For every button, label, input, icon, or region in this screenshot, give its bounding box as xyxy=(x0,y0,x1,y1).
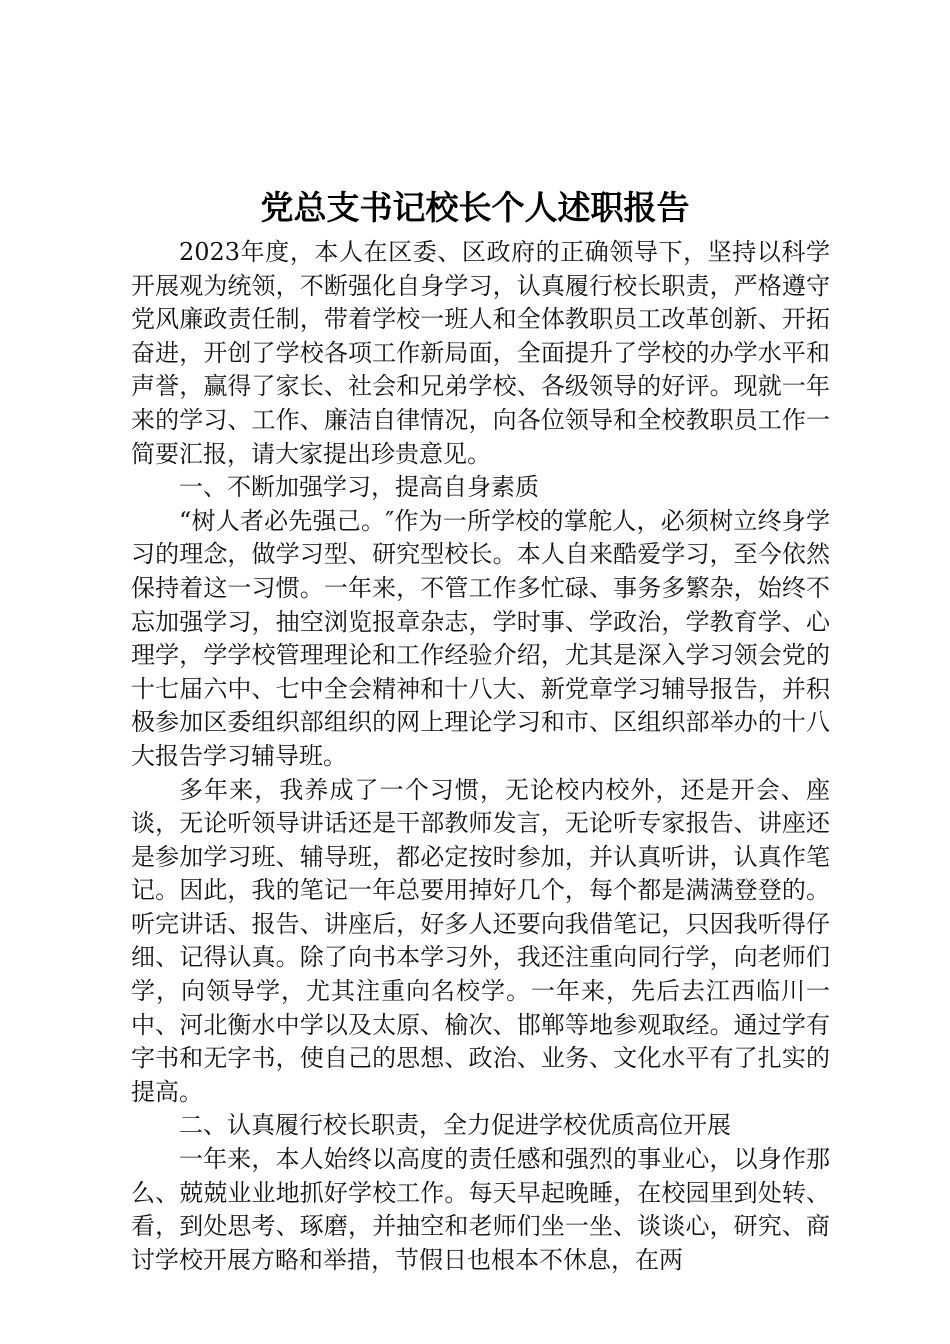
paragraph-study: “树人者必先强己。″作为一所学校的掌舵人，必须树立终身学习的理念，做学习型、研究型校长。本人自来酷爱学习，至今依然保持着这一习惯。一年来，不管工作多忙碌、事务多繁杂，始终不忘加强学习，抽空浏览报章杂志，学时事、学政治，学教育学、心理学，学学校管理理论和工作经验介绍，尤其是深入学习领会党的十七届六中、七中全会精神和十八大、新党章学习辅导报告，并积极参加区委组织部组织的网上理论学习和市、区组织部举办的十八大报告学习辅导班。 xyxy=(131,506,830,770)
section-heading-1: 一、不断加强学习，提高自身素质 xyxy=(179,473,539,502)
paragraph-habit: 多年来，我养成了一个习惯，无论校内校外，还是开会、座谈，无论听领导讲话还是干部教师发言，无论听专家报告、讲座还是参加学习班、辅导班，都必定按时参加，并认真听讲，认真作笔记。因此，我的笔记一年总要用掉好几个，每个都是满满登登的。听完讲话、报告、讲座后，好多人还要向我借笔记，只因我听得仔细、记得认真。除了向书本学习外，我还注重向同行学，向老师们学，向领导学，尤其注重向名校学。一年来，先后去江西临川一中、河北衡水中学以及太原、榆次、邯郸等地参观取经。通过学有字书和无字书，使自己的思想、政治、业务、文化水平有了扎实的提高。 xyxy=(131,775,830,1106)
document-body xyxy=(131,236,830,1277)
paragraph-duties: 一年来，本人始终以高度的责任感和强烈的事业心，以身作那么、兢兢业业地抓好学校工作。每天早起晚睡，在校园里到处转、看，到处思考、琢磨，并抽空和老师们坐一坐、谈谈心，研究、商讨学校开展方略和举措，节假日也根本不休息，在两 xyxy=(131,1145,830,1274)
paragraph-intro: 2023年度，本人在区委、区政府的正确领导下，坚持以科学开展观为统领，不断强化自身学习，认真履行校长职责，严格遵守党风廉政责任制，带着学校一班人和全体教职员工改革创新、开拓奋进，开创了学校各项工作新局面，全面提升了学校的办学水平和声誉，赢得了家长、社会和兄弟学校、各级领导的好评。现就一年来的学习、工作、廉洁自律情况，向各位领导和全校教职员工作一简要汇报，请大家提出珍贵意见。 xyxy=(131,238,830,468)
document-title: 党总支书记校长个人述职报告 xyxy=(260,188,690,227)
section-heading-2: 二、认真履行校长职责，全力促进学校优质高位开展 xyxy=(179,1111,731,1140)
